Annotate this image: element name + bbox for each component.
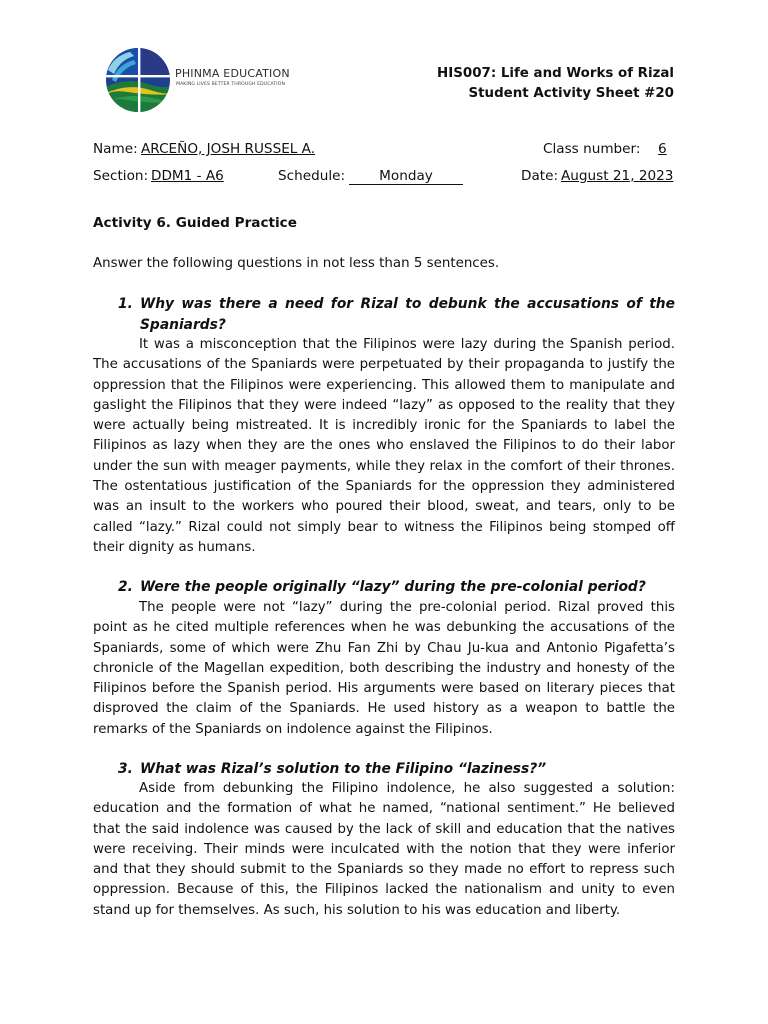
date-label: Date: <box>521 168 559 184</box>
answer-2: The people were not “lazy” during the pre-colonial period. Rizal proved this point as he cited multiple references when he was debunking the accusations of the Spaniards, some of which were Zhu Fan Zhi by Chau Ju-kua and Antonio Pigafetta’s chronicle of the Magellan expedition, both describing the industry and honesty of the Filipinos before the Spanish period. His arguments were based on literary pieces that disproved the claim of the Spaniards. He used history as a weapon to battle the remarks of the Spaniards on indolence against the Filipinos. <box>93 600 675 737</box>
question-1 <box>118 294 675 335</box>
name-value: ARCEÑO, JOSH RUSSEL A. <box>141 141 316 157</box>
question-number: 2. <box>118 579 133 595</box>
class-number-value: 6 <box>658 141 667 157</box>
instructions: Answer the following questions in not less than 5 sentences. <box>93 256 500 271</box>
logo-tagline: MAKING LIVES BETTER THROUGH EDUCATION <box>176 82 286 87</box>
question-number: 3. <box>118 761 133 777</box>
activity-title: Activity 6. Guided Practice <box>93 215 297 231</box>
logo-name: PHINMA EDUCATION <box>175 67 290 80</box>
question-3 <box>118 759 675 780</box>
question-text: Why was there a need for Rizal to debunk the accusations of the Spaniards? <box>140 296 675 333</box>
phinma-emblem-icon <box>104 46 174 116</box>
question-number: 1. <box>118 296 133 312</box>
schedule-label: Schedule: <box>278 168 346 184</box>
phinma-logo <box>104 46 294 116</box>
question-text: What was Rizal’s solution to the Filipino “laziness?” <box>140 761 547 777</box>
course-header <box>437 64 674 103</box>
answer-3: Aside from debunking the Filipino indolence, he also suggested a solution: education and the formation of what he named, “national sentiment.” He believed that the said indolence was caused by the lack of skill and education that the natives were receiving. Their minds were inculcated with the notion that they were inferior and that they should submit to the Spaniards so they made no effort to repress such oppression. Because of this, the Filipinos lacked the nationalism and unity to even stand up for themselves. As such, his solution to his was education and liberty. <box>93 781 675 918</box>
section-label: Section: <box>93 168 149 184</box>
course-title: HIS007: Life and Works of Rizal <box>437 66 674 81</box>
question-text: Were the people originally “lazy” during the pre-colonial period? <box>140 579 646 595</box>
schedule-value: Monday <box>349 168 463 185</box>
answer-1: It was a misconception that the Filipinos were lazy during the Spanish period. The accusations of the Spaniards were perpetuated by their propaganda to justify the oppression that the Filipinos were experiencing. This allowed them to manipulate and gaslight the Filipinos that they were indeed “lazy” as opposed to the reality that they were actually being mistreated. It is incredibly ironic for the Spaniards to label the Filipinos as lazy when they are the ones who enslaved the Filipinos to do their labor under the sun with meager payments, while they relax in the comfort of their thrones. The ostentatious justification of the Spaniards for the oppression they administered was an insult to the workers who poured their blood, sweat, and tears, only to be called “lazy.” Rizal could not simply bear to witness the Filipinos being stomped off their dignity as humans. <box>93 337 675 555</box>
question-2 <box>118 577 675 598</box>
sheet-title: Student Activity Sheet #20 <box>468 85 674 101</box>
date-value: August 21, 2023 <box>561 168 674 184</box>
section-value: DDM1 - A6 <box>151 168 224 184</box>
name-label: Name: <box>93 141 138 157</box>
class-number-label: Class number: <box>543 141 641 157</box>
